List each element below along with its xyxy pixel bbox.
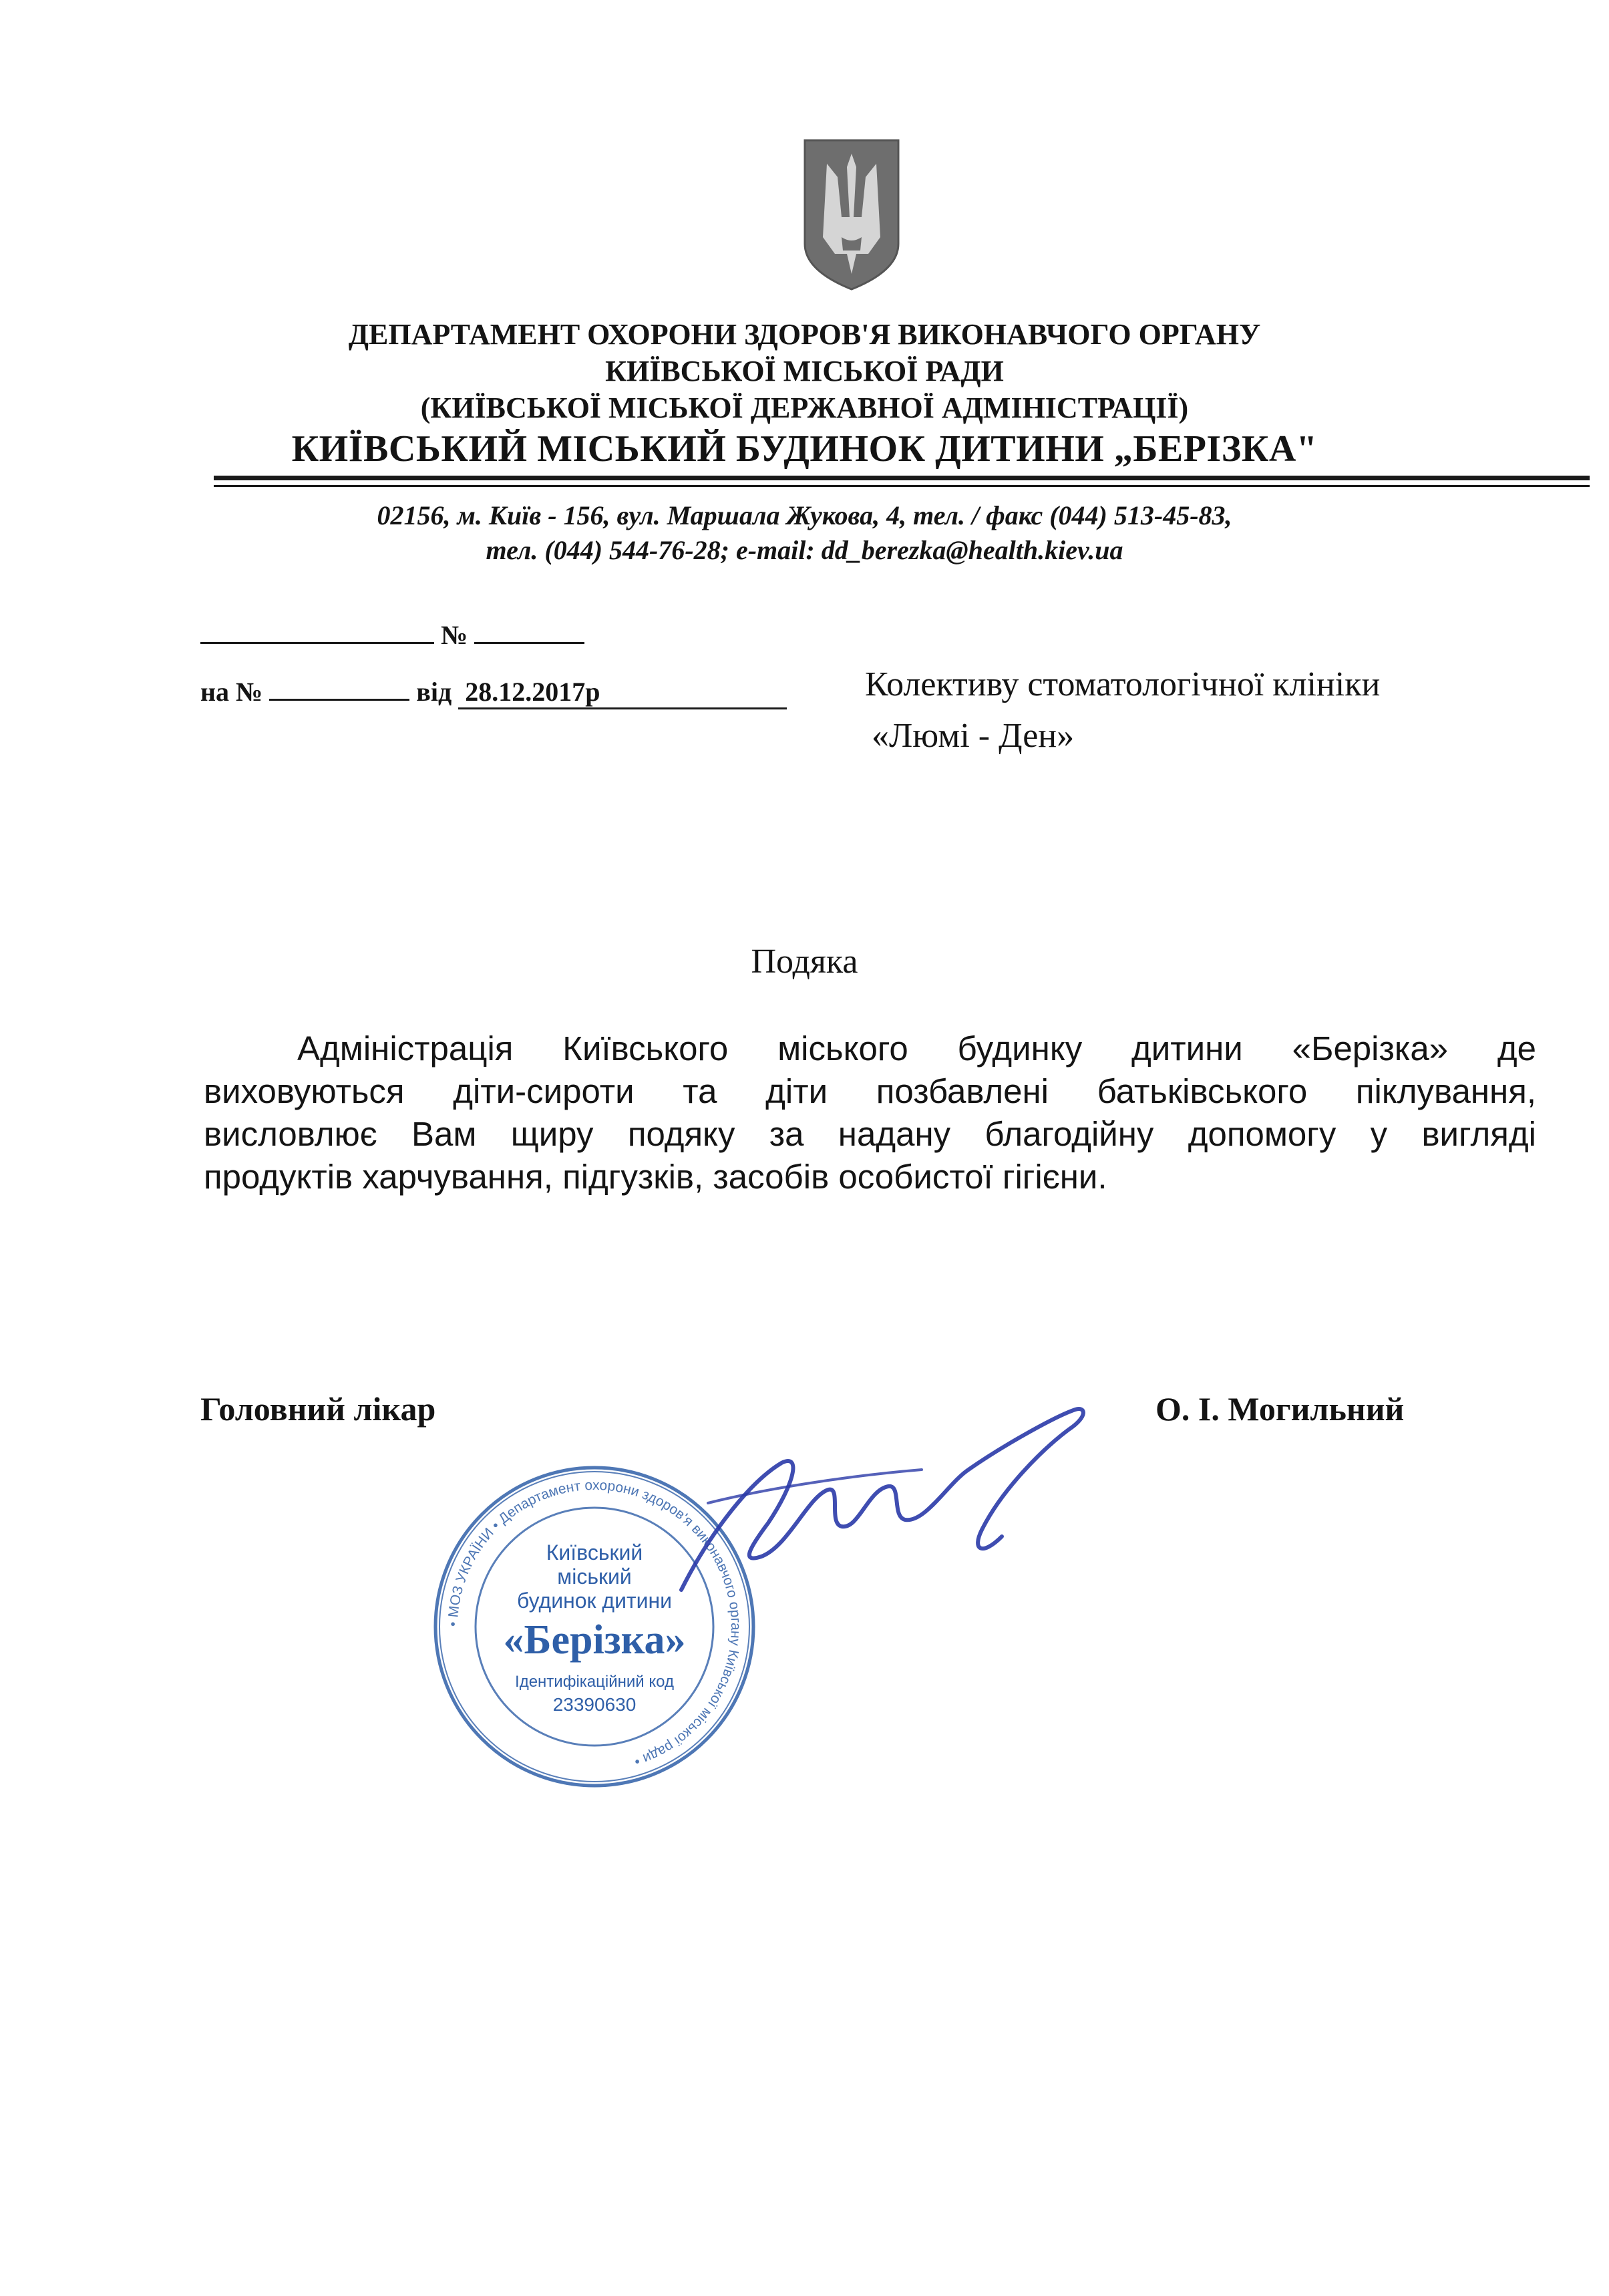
incoming-date: 28.12.2017р [458, 676, 787, 709]
body-line: продуктів харчування, підгузків, засобів особистої гігієни. [204, 1158, 1107, 1196]
body-line: висловлює Вам щиру подяку за надану благодійну допомогу у вигляді [204, 1115, 1536, 1153]
outgoing-number-blank [474, 618, 584, 644]
letter-title: Подяка [751, 943, 858, 981]
body-line: виховуються діти-сироти та діти позбавлені батьківського піклування, [204, 1072, 1536, 1110]
contact-line: тел. (044) 544-76-28; e-mail: dd_berezka@health.kiev.ua [486, 535, 1123, 565]
recipient-line-2: «Люмі - Ден» [872, 717, 1075, 755]
stamp-id-label: Ідентифікаційний код [515, 1673, 674, 1691]
council-name: КИЇВСЬКОЇ МІСЬКОЇ РАДИ [605, 355, 1004, 387]
department-name: ДЕПАРТАМЕНТ ОХОРОНИ ЗДОРОВ'Я ВИКОНАВЧОГО ОРГАНУ [348, 318, 1261, 351]
incoming-date-label: від [416, 677, 452, 707]
stamp-line-2: міський [557, 1565, 632, 1589]
header-rule-thin [214, 485, 1590, 487]
signer-name: О. І. Могильний [1155, 1390, 1405, 1428]
letter-body [204, 1027, 1536, 1198]
administration-name: (КИЇВСЬКОЇ МІСЬКОЇ ДЕРЖАВНОЇ АДМІНІСТРАЦІЇ) [420, 391, 1189, 424]
incoming-number-blank [269, 675, 409, 701]
stamp-id-code: 23390630 [552, 1694, 637, 1715]
signer-position: Головний лікар [200, 1390, 436, 1428]
incoming-number-label: на № [200, 677, 263, 707]
number-sign: № [441, 620, 468, 650]
stamp-line-3: будинок дитини [516, 1589, 673, 1613]
stamp-ring-text: • МОЗ УКРАЇНИ • Департамент охорони здоров'я виконавчого органу Київської міської ради • [445, 1477, 744, 1770]
outgoing-date-blank [200, 618, 434, 644]
address-line: 02156, м. Київ - 156, вул. Маршала Жукова, 4, тел. / факс (044) 513-45-83, [377, 500, 1232, 530]
outgoing-number [200, 618, 584, 651]
recipient-line-1: Колективу стоматологічної клініки [865, 665, 1381, 703]
stamp-line-1: Київський [546, 1540, 643, 1565]
body-line: Адміністрація Київського міського будинку дитини «Берізка» де [297, 1029, 1536, 1068]
incoming-reference [200, 675, 787, 709]
trident-emblem-icon [801, 137, 902, 291]
institution-name: КИЇВСЬКИЙ МІСЬКИЙ БУДИНОК ДИТИНИ „БЕРІЗКА" [291, 428, 1318, 470]
handwritten-signature [668, 1389, 1095, 1603]
stamp-name: «Берізка» [503, 1617, 686, 1663]
header-rule-thick [214, 476, 1590, 480]
